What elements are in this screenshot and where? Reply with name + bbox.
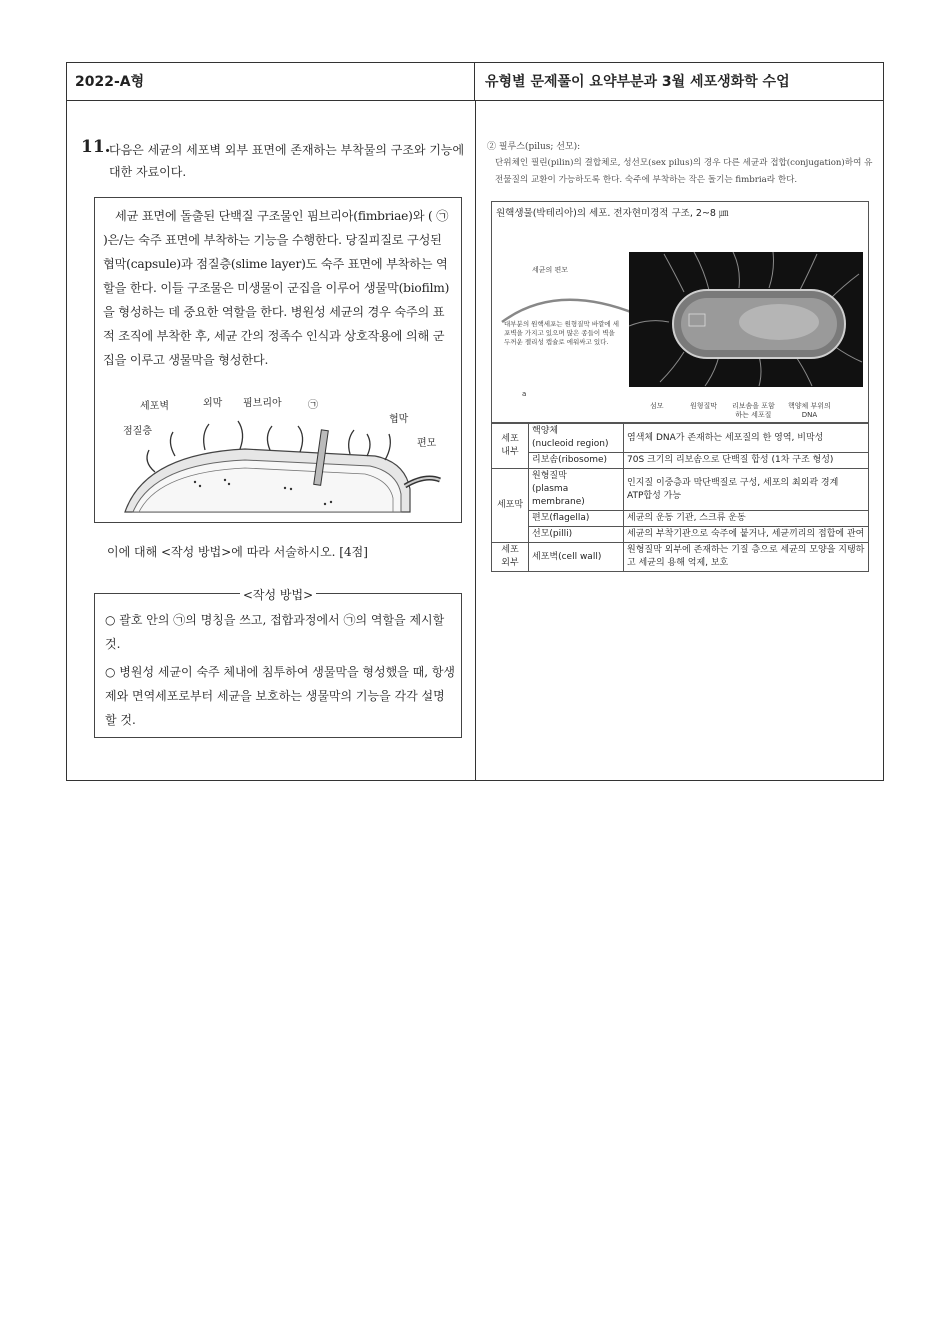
label-slime-layer: 점질층 (123, 426, 152, 437)
label-circle-a: ㉠ (308, 400, 318, 411)
desc-cell: 세균의 부착기관으로 숙주에 붙거나, 세균끼리의 접합에 관여 (624, 527, 869, 543)
desc-cell: 원형질막 외부에 존재하는 기질 층으로 세균의 모양을 지탱하고 세균의 용해 억제, 보호 (624, 543, 869, 572)
method-item-1: ○ 괄호 안의 ㉠의 명칭을 쓰고, 접합과정에서 ㉠의 역할을 제시할 것. (105, 613, 445, 651)
term-cell: 편모(flagella) (529, 511, 624, 527)
table-row (492, 469, 869, 511)
desc-cell: 염색체 DNA가 존재하는 세포질의 한 영역, 비막성 (624, 424, 869, 453)
question-text: 다음은 세균의 세포벽 외부 표면에 존재하는 부착물의 구조와 기능에 대한 자료이다. (109, 143, 465, 179)
term-cell: 리보솜(ribosome) (529, 453, 624, 469)
cell-structure-table (491, 423, 869, 572)
panel-label: a (522, 390, 527, 398)
method-title-text: <작성 방법> (240, 588, 316, 602)
column-divider (475, 101, 476, 780)
label-cell-wall: 세포벽 (140, 401, 169, 412)
passage-text: 세균 표면에 돌출된 단백질 구조물인 핌브리아(fimbriae)와 ( ㉠ )은/는 숙주 표면에 부착하는 기능을 수행한다. 당질피질로 구성된 협막(capsule)과 점질층(slime layer)도 숙주 표면에 부착하는 역할을 한다. 이들 구조물은 미생물이 군집을 이루어 생물막(biofilm)을 형성하는 데 중요한 역할을 한다. 병원성 세균의 경우 숙주의 표적 조직에 부착한 후, 세균 간의 정족수 인식과 상호작용에 의해 군집을 이루고 생물막을 형성한다. (103, 209, 450, 367)
prokaryote-figure (491, 201, 869, 423)
term-cell: 세포벽(cell wall) (529, 543, 624, 572)
header-left-title: 2022-A형 (67, 63, 475, 101)
instruction-text: 이에 대해 <작성 방법>에 따라 서술하시오. [4점] (107, 545, 368, 559)
label-bacterial-flagellum: 세균의 편모 (532, 266, 569, 274)
question-number: 11. (81, 137, 111, 157)
passage-box (94, 197, 462, 523)
table-row (492, 424, 869, 453)
desc-cell: 세균의 운동 기관, 스크류 운동 (624, 511, 869, 527)
label-pili: 섬모 (650, 402, 664, 410)
desc-cell: 70S 크기의 리보솜으로 단백질 합성 (1차 구조 형성) (624, 453, 869, 469)
label-flagellum: 편모 (417, 438, 437, 449)
pilus-description: 단위체인 필린(pilin)의 결합체로, 성선모(sex pilus)의 경우 다른 세균과 접합(conjugation)하여 유전물질의 교환이 가능하도록 한다. 숙주에 부착하는 작은 돌기는 fimbria라 한다. (495, 158, 873, 185)
term-cell: 선모(pilli) (529, 527, 624, 543)
label-nucleoid-dna: 핵양체 부위의 DNA (788, 402, 831, 419)
label-outer-membrane: 외막 (203, 398, 223, 409)
table-row (492, 527, 869, 543)
category-cell: 세포 외부 (492, 543, 529, 572)
bacteria-surface-diagram (105, 394, 455, 514)
label-fimbriae: 핌브리아 (243, 398, 282, 409)
term-cell: 핵양체 (nucleoid region) (529, 424, 624, 453)
electron-micrograph (629, 252, 863, 387)
pilus-heading: ② 필루스(pilus; 선모): (487, 142, 581, 152)
term-cell: 원형질막 (plasma membrane) (529, 469, 624, 511)
label-cell-wall-note: 대부분의 원핵세포는 원형질막 바깥에 세포벽을 가지고 있으며 많은 종들이 벽을 두꺼운 젤리성 캡슐로 에워싸고 있다. (504, 320, 620, 346)
table-row (492, 511, 869, 527)
category-cell: 세포 내부 (492, 424, 529, 469)
method-box (94, 588, 462, 738)
micrograph-art (629, 252, 863, 387)
header-right-title: 유형별 문제풀이 요약부분과 3월 세포생화학 수업 (475, 63, 883, 101)
figure-title: 원핵생물(박테리아)의 세포. 전자현미경적 구조, 2~8 ㎛ (496, 208, 729, 219)
table-row (492, 453, 869, 469)
label-cytoplasm: 리보솜을 포함 하는 세포질 (732, 402, 775, 419)
label-capsule: 협막 (389, 414, 409, 425)
desc-cell: 인지질 이중층과 막단백질로 구성, 세포의 최외곽 경계 ATP합성 가능 (624, 469, 869, 511)
label-plasma-membrane: 원형질막 (690, 402, 718, 410)
table-row (492, 543, 869, 572)
method-title (95, 586, 461, 603)
method-item-2: ○ 병원성 세균이 숙주 체내에 침투하여 생물막을 형성했을 때, 항생제와 면역세포로부터 세균을 보호하는 생물막의 기능을 각각 설명할 것. (105, 665, 456, 727)
worksheet-frame (66, 62, 884, 781)
category-cell: 세포막 (492, 469, 529, 543)
